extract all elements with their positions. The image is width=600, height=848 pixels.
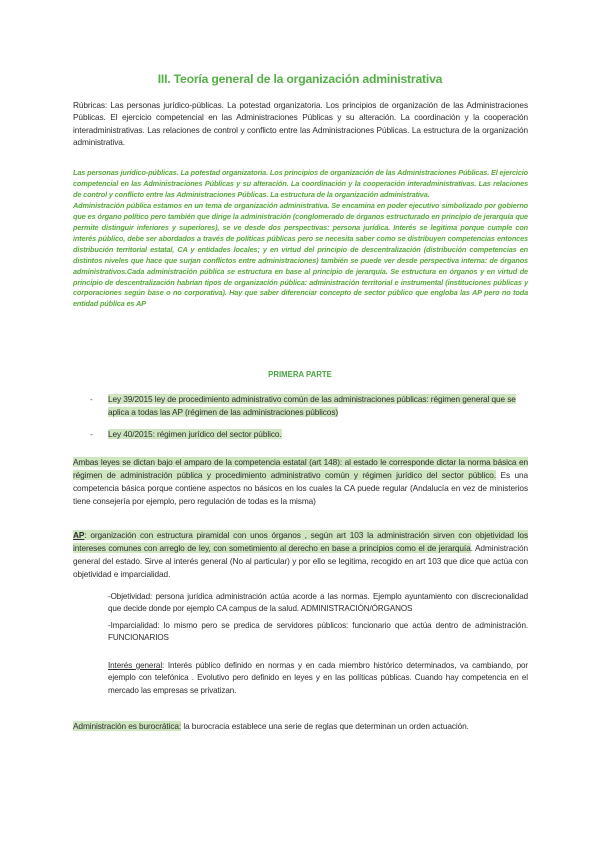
ap-text: . Administración general del estado. Sirve al interés general (No al particular) y por ello se legitima, recogido en art 103 que dice que actúa con objetividad e imparcialidad. [73, 542, 528, 579]
bureaucratic-paragraph [73, 720, 528, 733]
competence-paragraph [73, 456, 528, 508]
summary-line-2: Administración pública estamos en un tema de organización administrativa. Se encamina en poder ejecutivo simbolizado por gobierno que es órgano político pero también que dirige la administración (conglomerado de órganos estructurado en principio de jerarquía que permite distinguir inferiores y superiores), se ve desde dos perspectivas: persona jurídica. Interés se legitima porque cumple con interés público, debe ser abordados a través de políticas públicas pero se necesita saber como se distribuyen competencias entonces distribución territorial estatal, CA y entidades locales; y en virtud del principio de descentralización (distribución competencias en distintos niveles que hace que surjan conflictos entre administraciones) también se puede ver desde perspectiva interna: de órganos administrativos.Cada administración pública se estructura en base al principio de jerarquía. Se estructura en órganos y en virtud de principio de descentralización habrían tipos de organización pública: administración territorial e instrumental (instituciones públicas y corporaciones según base o no corporativa). Hay que saber diferenciar concepto de sector público que engloba las AP pero no toda entidad pública es AP [73, 200, 528, 309]
summary-line-1: Las personas jurídico-públicas. La potestad organizatoria. Los principios de organización de las Administraciones Públicas. El ejercicio competencial en las Administraciones Públicas y su alteración. La coordinación y la cooperación interadministrativas. Las relaciones de control y conflicto entre las Administraciones Públicas. La estructura de la organización administrativa. [73, 168, 528, 199]
general-interest-text: : Interés público definido en normas y en cada miembro histórico determinados, va cambiando, por ejemplo con telefónica . Evolutivo pero definido en leyes y en las políticas públicas. Cuando hay competencia en el mercado las empresas se privatizan. [108, 661, 528, 695]
rubric-paragraph: Rúbricas: Las personas jurídico-públicas. La potestad organizatoria. Los principios de organización de las Administraciones Públicas. El ejercicio competencial en las Administraciones Públicas y su alteración. La coordinación y la cooperación interadministrativas. Las relaciones de control y conflicto entre las Administraciones Públicas. La estructura de la organización administrativa. [73, 100, 528, 148]
bullet-dash: - [90, 394, 93, 404]
bureaucratic-text: la burocracia establece una serie de reglas que determinan un orden actuación. [181, 721, 469, 731]
competence-highlight: Ambas leyes se dictan bajo el amparo de la competencia estatal (art 148): al estado le corresponde dictar la norma básica en régimen de administración pública y procedimiento administrativo común y régimen jurídico del sector público. [73, 457, 528, 480]
ap-label: AP [73, 530, 85, 540]
competence-text: Es una competencia básica porque contiene aspectos no básicos en los cuales la CA puede regular (Andalucía en vez de ministerios tiene consejería por ejemplo, pero regulación de todas es la misma) [73, 469, 529, 506]
ap-paragraph [73, 529, 528, 581]
impartiality-paragraph: -Imparcialidad: lo mismo pero se predica de servidores públicos: funcionario que actúa dentro de administración. FUNCIONARIOS [108, 621, 528, 643]
bullet-dash: - [90, 429, 93, 439]
part-heading: PRIMERA PARTE [268, 370, 332, 379]
law-text: Ley 40/2015: régimen jurídico del sector público. [108, 429, 282, 439]
law-text: Ley 39/2015 ley de procedimiento administrativo común de las administraciones públicas: régimen general que se aplica a todas las AP (régimen de las administraciones públicos) [108, 394, 516, 417]
summary-block [73, 168, 528, 310]
objectivity-paragraph: -Objetividad: persona jurídica administración actúa acorde a las normas. Ejemplo ayuntamiento con discrecionalidad que decide donde por ejemplo CA campus de la salud. ADMINISTRACIÓN/ÓRGANOS [108, 592, 528, 614]
general-interest-paragraph [108, 660, 528, 697]
general-interest-label: Interés general [108, 661, 163, 670]
page-title: III. Teoría general de la organización administrativa [157, 72, 443, 86]
ap-highlight: : organización con estructura piramidal con unos órganos , según art 103 la administración sirven con objetividad los intereses comunes con arreglo de ley, con sometimiento al derecho en base a principios como el de jerarquía [73, 530, 528, 553]
bureaucratic-highlight: Administración es burocrática: [73, 721, 182, 731]
